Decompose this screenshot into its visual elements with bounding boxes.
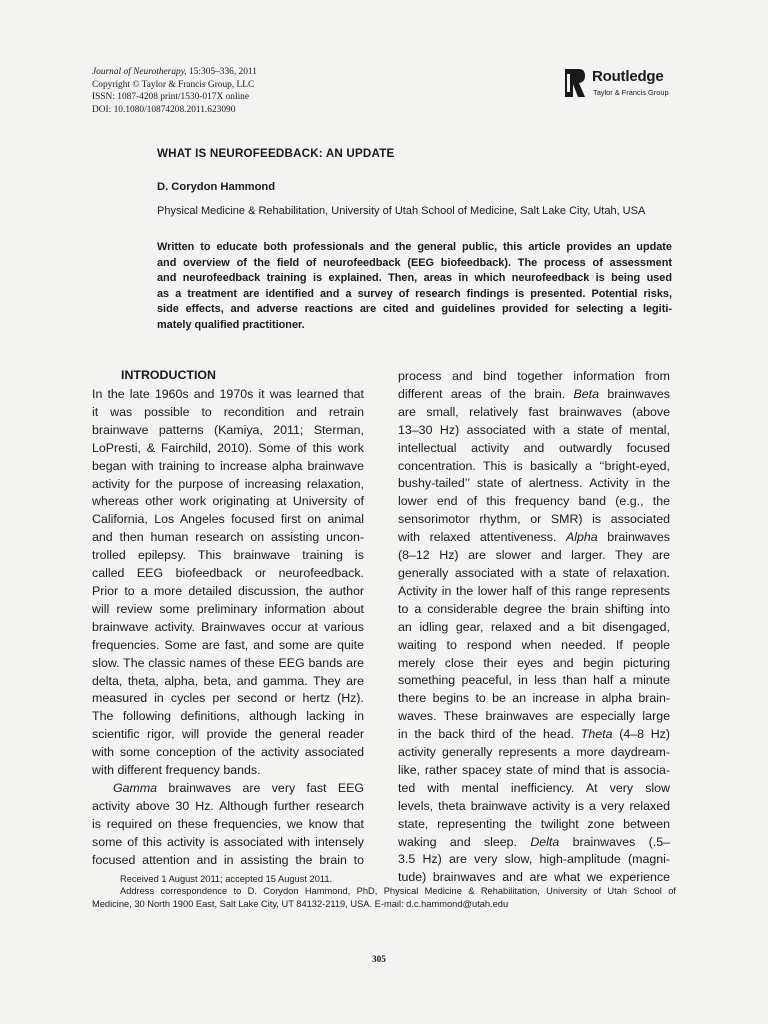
article-title: WHAT IS NEUROFEEDBACK: AN UPDATE: [157, 147, 395, 160]
body-line: is required on these frequencies, we know that: [92, 816, 364, 831]
abstract-line: and neurofeedback training is explained. Then, areas in which neurofeedback is being used: [157, 272, 672, 285]
body-line: focused attention and in assisting the brain to: [92, 852, 364, 867]
body-line: sensorimotor rhythm, or SMR) is associated: [398, 512, 670, 527]
body-line: scientific rigor, will provide the general reader: [92, 727, 364, 742]
body-line: [92, 780, 364, 798]
body-line: bushy-tailed’’ state of alertness. Activity in the: [398, 476, 670, 491]
publisher-name: Routledge: [592, 68, 664, 85]
term-gamma: Gamma: [113, 780, 158, 795]
publisher-group: Taylor & Francis Group: [593, 88, 669, 97]
journal-citation: [92, 66, 257, 79]
abstract-line: side effects, and adverse reactions are cited and guidelines provided for selecting a legiti-: [157, 303, 672, 316]
correspondence-address: Address correspondence to D. Corydon Hammond, PhD, Physical Medicine & Rehabilitation, University of Utah School of: [120, 886, 676, 897]
body-line: tude) brainwaves and are what we experience: [398, 870, 670, 885]
body-line: activity for the purpose of increasing relaxation,: [92, 476, 364, 491]
body-line: [398, 726, 670, 744]
body-line: Prior to a more detailed discussion, the author: [92, 583, 364, 598]
body-line: waiting to respond when needed. If people: [398, 637, 670, 652]
correspondence-address-cont: Medicine, 30 North 1900 East, Salt Lake City, UT 84132-2119, USA. E-mail: d.c.hammond@utah.edu: [92, 898, 509, 909]
body-line: like, rather spacey state of mind that is associa-: [398, 762, 670, 777]
routledge-logo-icon: [564, 68, 586, 98]
journal-issn: ISSN: 1087-4208 print/1530-017X online: [92, 92, 250, 102]
body-line: (8–12 Hz) are slower and larger. They are: [398, 548, 670, 563]
body-line: 13–30 Hz) associated with a state of mental,: [398, 422, 670, 437]
body-line: something peaceful, in less than half a minute: [398, 673, 670, 688]
body-line: process and bind together information from: [398, 369, 670, 383]
abstract-line: and overview of the field of neurofeedback (EEG biofeedback). The process of assessment: [157, 256, 672, 269]
journal-name: Journal of Neurotherapy,: [92, 67, 187, 77]
body-line: an idling gear, relaxed and a bit disengaged,: [398, 619, 670, 634]
body-line: intellectual activity and outwardly focused: [398, 440, 670, 455]
journal-copyright: Copyright © Taylor & Francis Group, LLC: [92, 79, 255, 90]
body-line: are small, relatively fast brainwaves (above: [398, 404, 670, 419]
left-column: [92, 386, 364, 869]
term-delta: Delta: [530, 834, 560, 849]
abstract-line: as a treatment are identified and a survey of research findings is presented. Potential risks,: [157, 287, 672, 300]
body-line: frequencies. Some are fast, and some are quite: [92, 637, 364, 652]
body-line: slow. The classic names of these EEG bands are: [92, 655, 364, 670]
author-affiliation: Physical Medicine & Rehabilitation, University of Utah School of Medicine, Salt Lake City, Utah, USA: [157, 205, 646, 217]
body-text: (4–8 Hz): [612, 727, 670, 742]
body-text: brainwaves are very fast EEG: [157, 780, 364, 795]
body-line: state, representing the twilight zone between: [398, 816, 670, 831]
term-theta: Theta: [580, 727, 613, 742]
body-line: will review some preliminary information about: [92, 601, 364, 616]
body-line: to a considerable degree the brain shifting into: [398, 601, 670, 616]
received-date: Received 1 August 2011; accepted 15 August 2011.: [120, 874, 333, 884]
body-line: [398, 834, 670, 852]
body-line: merely close their eyes and begin picturing: [398, 655, 670, 670]
body-line: delta, theta, alpha, beta, and gamma. They are: [92, 673, 364, 688]
term-alpha: Alpha: [565, 530, 598, 545]
article-author: D. Corydon Hammond: [157, 181, 276, 193]
body-line: activity generally represents a more daydream-: [398, 745, 670, 760]
body-text: brainwaves (.5–: [559, 834, 670, 849]
body-text: in the back third of the head.: [398, 727, 581, 742]
body-line: it was possible to recondition and retrain: [92, 404, 364, 419]
body-line: activity above 30 Hz. Although further research: [92, 798, 364, 813]
body-line: The following definitions, although lacking in: [92, 709, 364, 724]
body-text: different areas of the brain.: [398, 386, 574, 401]
body-line: California, Los Angeles focused first on animal: [92, 512, 364, 527]
body-line: measured in cycles per second or hertz (Hz).: [92, 691, 364, 706]
journal-info: [92, 66, 257, 116]
body-line: waves. These brainwaves are especially large: [398, 709, 670, 724]
body-line: whereas other work originating at University of: [92, 494, 364, 509]
body-line: and then human research on assisting uncon-: [92, 530, 364, 545]
right-column: [398, 368, 670, 887]
body-line: brainwave activity. Brainwaves occur at various: [92, 619, 364, 634]
body-text: with relaxed attentiveness.: [398, 530, 566, 545]
section-heading-introduction: INTRODUCTION: [121, 368, 216, 382]
body-line: [398, 529, 670, 547]
body-line: [398, 386, 670, 404]
body-text: brainwaves: [597, 530, 670, 545]
body-line: Activity in the lower half of this range represents: [398, 583, 670, 598]
body-line: levels, theta brainwave activity is a very relaxed: [398, 798, 670, 813]
body-line: with different frequency bands.: [92, 763, 261, 778]
body-line: In the late 1960s and 1970s it was learned that: [92, 387, 364, 401]
body-line: ted with mental inefficiency. At very slow: [398, 780, 670, 795]
abstract: [157, 240, 672, 334]
body-line: some of this activity is associated with intensely: [92, 834, 364, 849]
body-line: called EEG biofeedback or neurofeedback.: [92, 566, 364, 581]
page-number: 305: [372, 955, 386, 965]
body-text: waking and sleep.: [398, 834, 531, 849]
body-line: LoPresti, & Fairchild, 2010). Some of this work: [92, 440, 364, 455]
body-line: trolled epilepsy. This brainwave training is: [92, 548, 364, 563]
body-line: lower end of this frequency band (e.g., the: [398, 494, 670, 509]
body-line: there begins to be an increase in alpha brain-: [398, 691, 670, 706]
body-line: 3.5 Hz) are very slow, high-amplitude (magni-: [398, 852, 670, 867]
body-line: brainwave patterns (Kamiya, 2011; Sterman,: [92, 422, 364, 437]
body-line: generally associated with a state of relaxation.: [398, 565, 670, 580]
body-line: with some conception of the activity associated: [92, 745, 364, 760]
footnote: [92, 873, 676, 910]
journal-issue: 15:305–336, 2011: [186, 67, 257, 77]
abstract-line: mately qualified practitioner.: [157, 318, 305, 331]
journal-doi: DOI: 10.1080/10874208.2011.623090: [92, 104, 236, 115]
body-line: began with training to increase alpha brainwave: [92, 458, 364, 473]
body-text: brainwaves: [599, 386, 670, 401]
abstract-line: Written to educate both professionals and the general public, this article provides an update: [157, 241, 672, 253]
publisher-logo: [564, 66, 674, 102]
term-beta: Beta: [573, 386, 600, 401]
body-line: concentration. This is basically a ‘‘bright-eyed,: [398, 458, 670, 473]
